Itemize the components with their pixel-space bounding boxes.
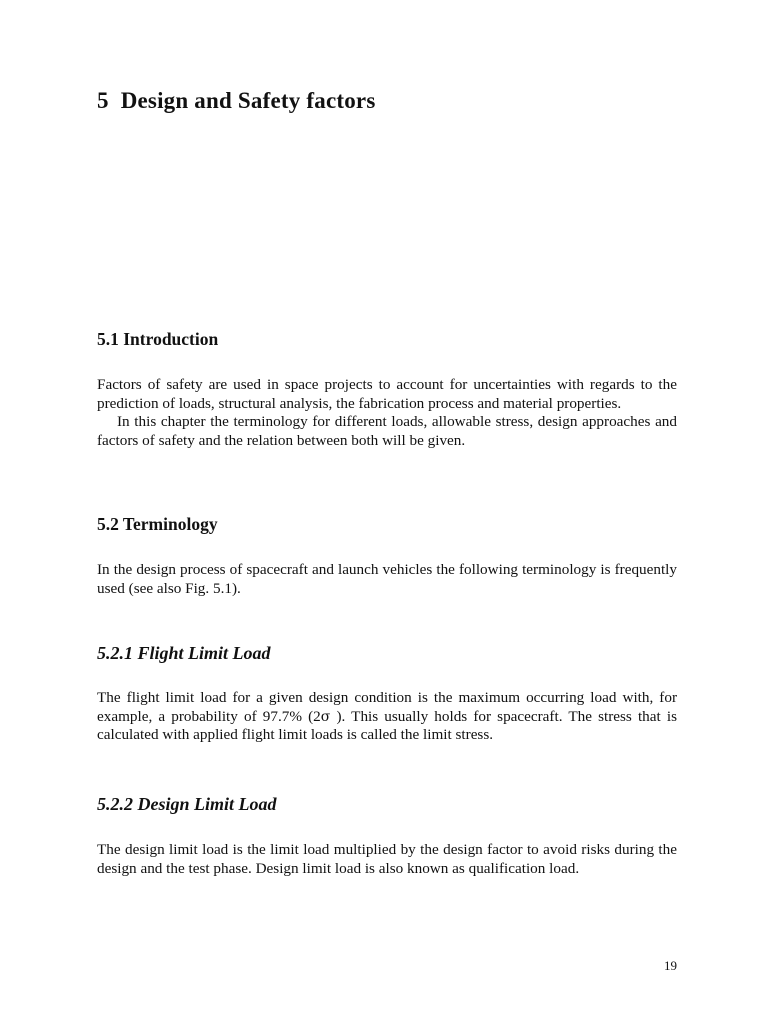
section-heading-introduction: 5.1 Introduction (97, 329, 219, 349)
subsection-heading-flight-limit-load: 5.2.1 Flight Limit Load (97, 643, 271, 663)
section-body-introduction (97, 376, 677, 450)
page-number: 19 (664, 958, 677, 973)
text-before-symbol: The flight limit load for a given design condition is the maximum occurring load with, for example, a probability of 97.7% (2 (97, 689, 677, 725)
paragraph: The design limit load is the limit load multiplied by the design factor to avoid risks during the design and the test phase. Design limit load is also known as qualification load. (97, 841, 677, 877)
subsection-body-design-limit-load (97, 841, 677, 878)
subsection-body-flight-limit-load (97, 689, 677, 745)
sigma-symbol: σ (320, 708, 331, 725)
paragraph: In this chapter the terminology for different loads, allowable stress, design approaches and factors of safety and the relation between both will be given. (97, 413, 677, 449)
section-body-terminology (97, 561, 677, 598)
subsection-heading-design-limit-load: 5.2.2 Design Limit Load (97, 794, 277, 814)
paragraph: Factors of safety are used in space projects to account for uncertainties with regards to the prediction of loads, structural analysis, the fabrication process and material properties. (97, 376, 677, 412)
chapter-number: 5 (97, 88, 109, 113)
text-after-symbol: ). This usually holds for spacecraft. The stress that is calculated with applied flight limit loads is called the limit stress. (97, 707, 677, 743)
paragraph: In the design process of spacecraft and launch vehicles the following terminology is frequently used (see also Fig. 5.1). (97, 561, 677, 597)
section-heading-terminology: 5.2 Terminology (97, 514, 218, 534)
paragraph (97, 689, 677, 745)
chapter-title-text: Design and Safety factors (120, 88, 376, 113)
chapter-title (97, 88, 677, 114)
